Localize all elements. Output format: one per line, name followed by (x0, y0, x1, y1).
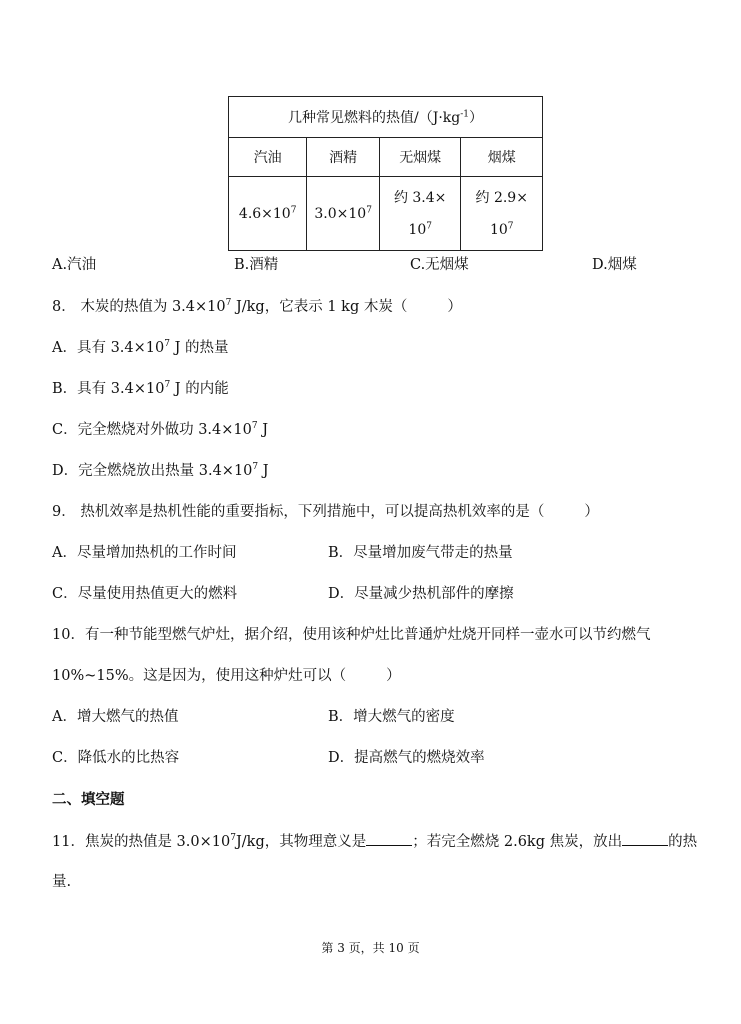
q10-option-c: C．降低水的比热容 (52, 750, 180, 766)
q8-option-b: B．具有 $3.4\times 10^7$ J 的内能 (52, 380, 229, 397)
q8-option-d: D．完全燃烧放出热量 $3.4\times 10^7$ J (52, 462, 269, 479)
q11-blank-2[interactable] (622, 831, 668, 846)
q10-option-a: A．增大燃气的热值 (52, 709, 179, 725)
q11-stem: 11．焦炭的热值是 $3.0\times 10^7J/kg$，其物理意义是 ；若完全燃烧 2.6kg 焦炭，放出 的热 (52, 831, 697, 852)
q8-option-c: C．完全燃烧对外做功 $3.4\times 10^7$ J (52, 421, 269, 438)
table-value-cell: $4.6\times 10^7$ (229, 177, 307, 251)
q9-option-b: B．尽量增加废气带走的热量 (328, 545, 513, 561)
table-title: 几种常见燃料的热值/（J·kg (287, 110, 461, 126)
q7-option-d: D.烟煤 (592, 257, 637, 273)
table-value-cell: 约 2.9× $10^7$ (461, 177, 543, 251)
table-value-cell: $3.0\times 10^7$ (307, 177, 380, 251)
fuel-heat-value-table (228, 96, 543, 251)
table-value-cell: 约 3.4× $10^7$ (379, 177, 461, 251)
table-header-cell: 酒精 (307, 138, 380, 177)
q11-stem-line2: 量. (52, 874, 72, 890)
table-header-cell: 无烟煤 (379, 138, 461, 177)
page-footer: 第 3 页，共 10 页 (321, 941, 420, 955)
q7-option-b: B.酒精 (234, 257, 279, 273)
q8-option-a: A．具有 $3.4\times 10^7$ J 的热量 (52, 339, 229, 356)
q8-stem: 8． 木炭的热值为 $3.4\times 10^7$ J/kg，它表示 1 kg 木炭（ ） (52, 298, 462, 315)
q9-option-a: A．尽量增加热机的工作时间 (52, 545, 237, 561)
q7-option-c: C.无烟煤 (410, 257, 469, 273)
table-title-sup: -1 (460, 109, 469, 120)
table-header-cell: 烟煤 (461, 138, 543, 177)
table-header-cell: 汽油 (229, 138, 307, 177)
section-heading: 二、填空题 (52, 791, 125, 808)
q10-option-d: D．提高燃气的燃烧效率 (328, 750, 485, 766)
q9-option-c: C．尽量使用热值更大的燃料 (52, 586, 238, 602)
q9-option-d: D．尽量减少热机部件的摩擦 (328, 586, 514, 602)
q7-option-a: A.汽油 (52, 257, 97, 273)
q11-blank-1[interactable] (366, 831, 412, 846)
q10-stem-line2: 10%~15%。这是因为，使用这种炉灶可以（ ） (52, 668, 401, 684)
q10-stem-line1: 10．有一种节能型燃气炉灶，据介绍，使用该种炉灶比普通炉灶烧开同样一壶水可以节约燃气 (52, 627, 651, 643)
q10-option-b: B．增大燃气的密度 (328, 709, 455, 725)
q9-stem: 9． 热机效率是热机性能的重要指标，下列措施中，可以提高热机效率的是（ ） (52, 504, 599, 520)
table-title-end: ） (469, 110, 483, 126)
table-title-cell (229, 97, 543, 138)
